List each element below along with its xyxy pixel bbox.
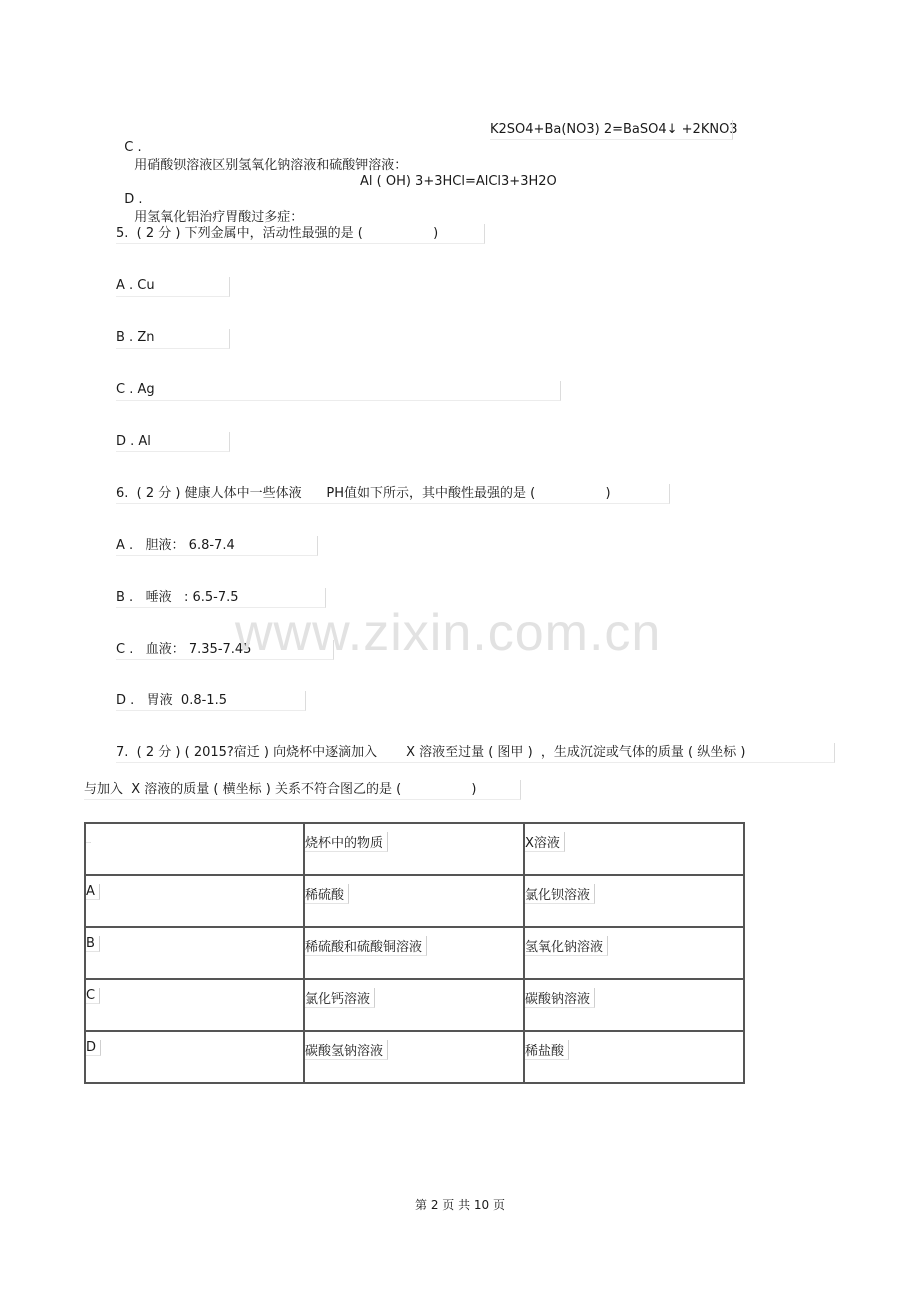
q6-option-d[interactable]: D . 胃液 0.8-1.5 — [116, 693, 227, 708]
table-cell — [85, 823, 304, 875]
q7-stem-line2: 与加入 X 溶液的质量 ( 横坐标 ) 关系不符合图乙的是 ( ) — [84, 782, 477, 797]
table-row — [85, 875, 744, 927]
q4-option-c — [116, 121, 407, 175]
q5-option-a-box — [116, 277, 230, 297]
table-row — [85, 1031, 744, 1083]
table-cell: 烧杯中的物质 — [304, 823, 524, 875]
q6-stem-box — [116, 484, 670, 504]
table-cell: 稀硫酸和硫酸铜溶液 — [304, 927, 524, 979]
q7-stem-line1: 7. ( 2 分 ) ( 2015?宿迁 ) 向烧杯中逐滴加入 X 溶液至过量 ( 图甲 ) ，生成沉淀或气体的质量 ( 纵坐标 ) — [116, 745, 746, 760]
table-header-row — [85, 823, 744, 875]
q5-option-d-box — [116, 432, 230, 452]
table-row — [85, 979, 744, 1031]
q6-option-c[interactable]: C . 血液： 7.35-7.45 — [116, 642, 252, 657]
q6-stem: 6. ( 2 分 ) 健康人体中一些体液 PH值如下所示，其中酸性最强的是 ( ) — [116, 486, 611, 501]
table-cell: 碳酸氢钠溶液 — [304, 1031, 524, 1083]
table-cell: 氯化钡溶液 — [524, 875, 744, 927]
table-cell: C — [85, 979, 304, 1031]
table-cell: 稀盐酸 — [524, 1031, 744, 1083]
q6-option-a[interactable]: A . 胆液： 6.8-7.4 — [116, 538, 235, 553]
q5-stem: 5. ( 2 分 ) 下列金属中，活动性最强的是 ( ) — [116, 226, 439, 241]
option-text: 用硝酸钡溶液区别氢氧化钠溶液和硫酸钾溶液： — [134, 158, 408, 173]
q5-option-c[interactable]: C . Ag — [116, 382, 155, 397]
table-cell: 稀硫酸 — [304, 875, 524, 927]
q5-option-b-box — [116, 329, 230, 349]
q6-option-a-box — [116, 536, 318, 556]
table-cell: 碳酸钠溶液 — [524, 979, 744, 1031]
q7-stem-box — [116, 743, 835, 763]
table-cell: 氢氧化钠溶液 — [524, 927, 744, 979]
q5-option-b[interactable]: B . Zn — [116, 330, 155, 345]
q5-option-d[interactable]: D . Al — [116, 434, 151, 449]
q5-stem-box — [116, 224, 485, 244]
table-cell: 氯化钙溶液 — [304, 979, 524, 1031]
watermark: www.zixin.com.cn — [235, 604, 662, 662]
table-row — [85, 927, 744, 979]
table-cell: A — [85, 875, 304, 927]
q5-option-a[interactable]: A . Cu — [116, 278, 155, 293]
q4-option-c-equation: K2SO4+Ba(NO3) 2=BaSO4↓ +2KNO3 — [490, 122, 738, 137]
q7-table — [84, 822, 745, 1084]
q6-option-d-box — [116, 691, 306, 711]
option-text: 用氢氧化铝治疗胃酸过多症： — [134, 210, 304, 225]
q5-option-c-box — [116, 381, 561, 401]
q6-option-b[interactable]: B . 唾液 : 6.5-7.5 — [116, 590, 239, 605]
q4-option-d — [116, 173, 303, 227]
table-cell: D — [85, 1031, 304, 1083]
q4-option-d-equation: Al ( OH) 3+3HCl=AlCl3+3H2O — [360, 174, 557, 189]
option-letter: D . — [124, 192, 143, 207]
answer-box — [490, 120, 733, 140]
q7-stem-line2-box — [84, 780, 521, 800]
page-footer: 第 2 页 共 10 页 — [415, 1198, 505, 1212]
table-cell: B — [85, 927, 304, 979]
option-letter: C . — [124, 140, 142, 155]
table-cell: X溶液 — [524, 823, 744, 875]
